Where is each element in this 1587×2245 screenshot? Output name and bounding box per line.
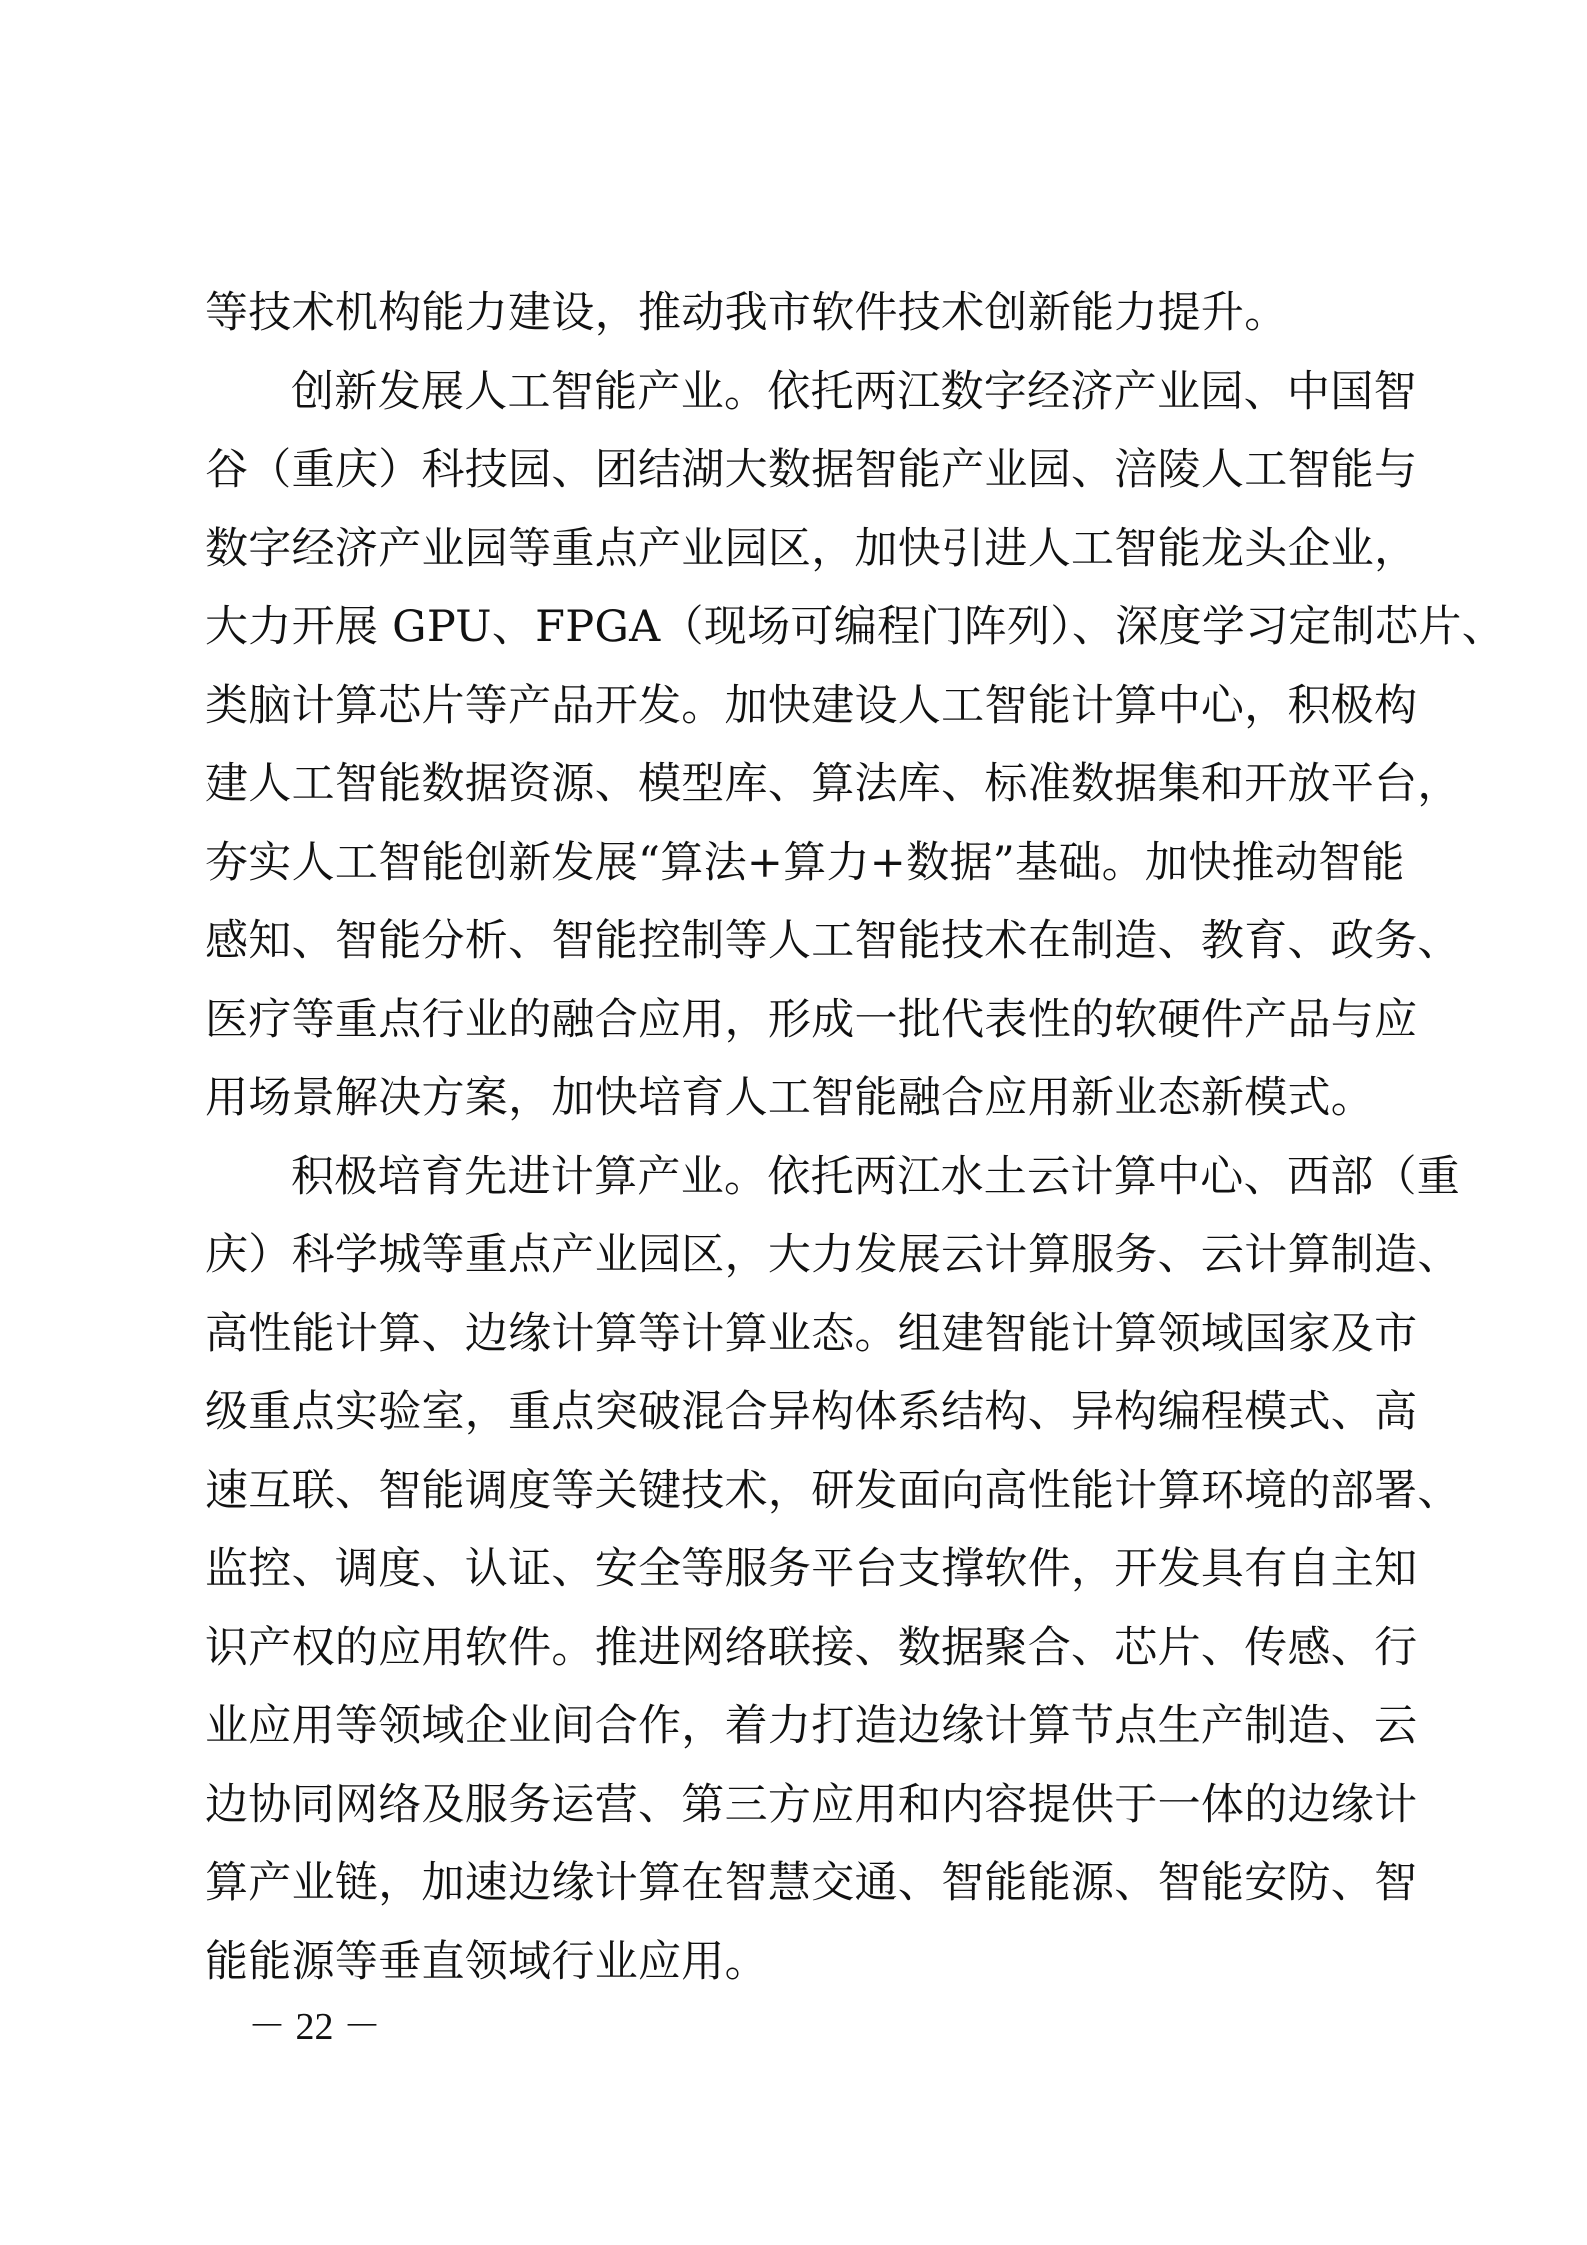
text-line: 用场景解决方案，加快培育人工智能融合应用新业态新模式。 [205,1073,1375,1123]
text-line: 数字经济产业园等重点产业园区，加快引进人工智能龙头企业， [205,523,1418,574]
text-line: 监控、调度、认证、安全等服务平台支撑软件，开发具有自主知 [205,1544,1418,1594]
text-line: 等技术机构能力建设，推动我市软件技术创新能力提升。 [205,288,1288,338]
text-line: 大力开展 GPU、FPGA（现场可编程门阵列）、深度学习定制芯片、 [205,602,1506,652]
text-line: 建人工智能数据资源、模型库、算法库、标准数据集和开放平台， [205,759,1461,809]
text-line: 庆）科学城等重点产业园区，大力发展云计算服务、云计算制造、 [205,1230,1461,1280]
text-line: 感知、智能分析、智能控制等人工智能技术在制造、教育、政务、 [205,916,1461,966]
body-text [205,274,1506,2001]
text-line: 类脑计算芯片等产品开发。加快建设人工智能计算中心，积极构 [205,680,1418,731]
text-line: 能能源等垂直领域行业应用。 [205,1936,768,1987]
paragraph-start-line: 创新发展人工智能产业。依托两江数字经济产业园、中国智 [291,366,1417,417]
text-line: 业应用等领域企业间合作，着力打造边缘计算节点生产制造、云 [205,1701,1418,1751]
text-line: 高性能计算、边缘计算等计算业态。组建智能计算领域国家及市 [205,1308,1418,1359]
text-line: 算产业链，加速边缘计算在智慧交通、智能能源、智能安防、智 [205,1858,1418,1908]
text-line: 谷（重庆）科技园、团结湖大数据智能产业园、涪陵人工智能与 [205,445,1418,495]
text-line: 识产权的应用软件。推进网络联接、数据聚合、芯片、传感、行 [205,1622,1418,1673]
text-line: 夯实人工智能创新发展“算法+算力+数据”基础。加快推动智能 [205,837,1405,888]
page-number: － 22 － [248,2006,382,2048]
text-line: 边协同网络及服务运营、第三方应用和内容提供于一体的边缘计 [205,1779,1418,1830]
paragraph-start-line: 积极培育先进计算产业。依托两江水土云计算中心、西部（重 [291,1151,1461,1202]
text-line: 级重点实验室，重点突破混合异构体系结构、异构编程模式、高 [205,1387,1418,1437]
text-line: 医疗等重点行业的融合应用，形成一批代表性的软硬件产品与应 [205,994,1418,1045]
text-line: 速互联、智能调度等关键技术，研发面向高性能计算环境的部署、 [205,1465,1461,1516]
